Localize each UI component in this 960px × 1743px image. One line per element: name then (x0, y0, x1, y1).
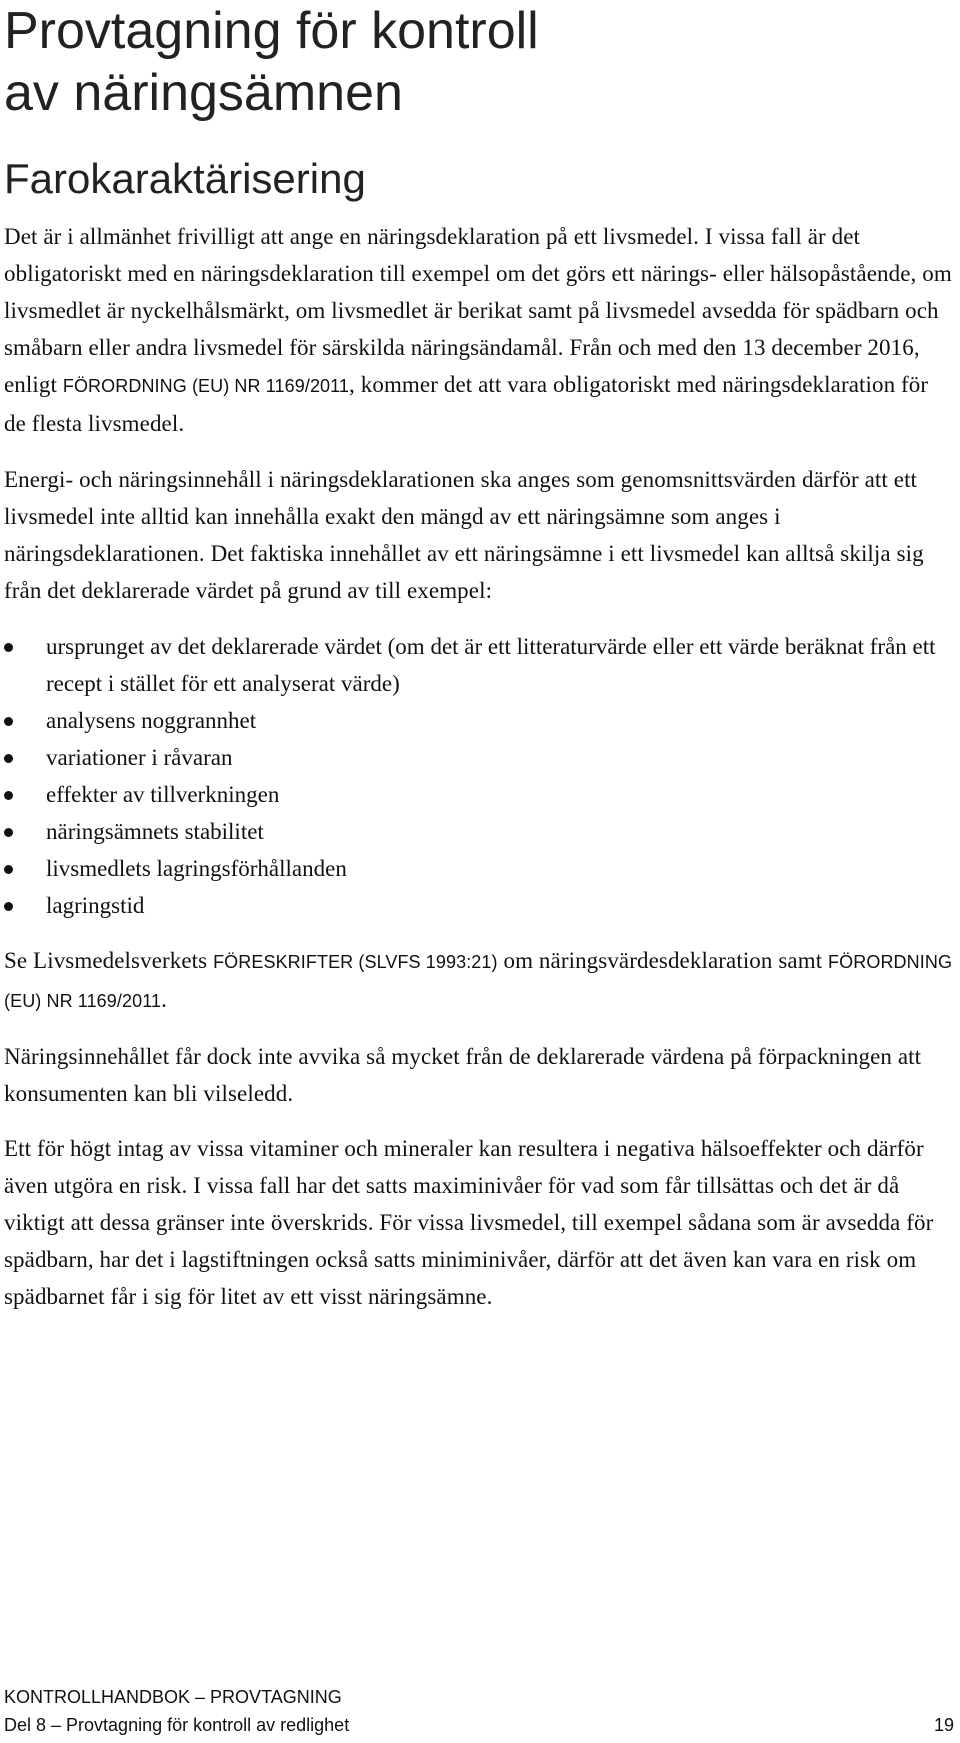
list-item-text: analysens noggrannhet (46, 708, 257, 733)
bullet-icon (4, 828, 13, 837)
bullet-icon (4, 865, 13, 874)
page-footer (4, 1683, 954, 1739)
paragraph-text: om näringsvärdesdeklaration samt (497, 948, 829, 973)
list-item (4, 813, 954, 850)
regulation-reference: FÖRORDNING (EU) NR 1169/2011 (4, 952, 953, 1011)
section-heading: Farokaraktärisering (4, 155, 366, 202)
regulation-reference: FÖRESKRIFTER (SLVFS 1993:21) (213, 952, 498, 972)
list-item-text: effekter av tillverkningen (46, 782, 280, 807)
footer-section-line (4, 1711, 954, 1739)
list-item (4, 628, 954, 702)
list-item-text: näringsämnets stabilitet (46, 819, 264, 844)
bullet-icon (4, 717, 13, 726)
bullet-icon (4, 902, 13, 911)
list-item-text: variationer i råvaran (46, 745, 233, 770)
footer-section-title: Del 8 – Provtagning för kontroll av redlighet (4, 1715, 350, 1735)
list-item (4, 739, 954, 776)
paragraph-text: . (161, 987, 167, 1012)
list-item-text: ursprunget av det deklarerade värdet (om det är ett litteraturvärde eller ett värde beräknat från ett recept i stället för ett analyserat värde) (46, 634, 936, 696)
paragraph-text: Det är i allmänhet frivilligt att ange en näringsdeklaration på ett livsmedel. I vissa fall är det obligatoriskt med en näringsdeklaration till exempel om det görs ett närings- eller hälsopåstående, om livsmedlet är nyckelhålsmärkt, om livsmedlet är berikat samt på livsmedel avsedda för spädbarn och småbarn eller andra livsmedel för särskilda näringsändamål. Från och med den 13 december 2016, enligt (4, 224, 952, 397)
list-item (4, 776, 954, 813)
list-item (4, 887, 954, 924)
paragraph-misleading: Näringsinnehållet får dock inte avvika så mycket från de deklarerade värdena på förpackningen att konsumenten kan bli vilseledd. (4, 1044, 922, 1106)
list-item (4, 850, 954, 887)
footer-handbook-title: KONTROLLHANDBOK – PROVTAGNING (4, 1687, 342, 1707)
page-title-line1: Provtagning för kontroll (4, 2, 539, 60)
list-item-text: livsmedlets lagringsförhållanden (46, 856, 347, 881)
paragraph-vitamin-risk: Ett för högt intag av vissa vitaminer och mineraler kan resultera i negativa hälsoeffekter och därför även utgöra en risk. I vissa fall har det satts maximinivåer för vad som får tillsättas och det är då viktigt att dessa gränser inte överskrids. För vissa livsmedel, till exempel sådana som är avsedda för spädbarn, har det i lagstiftningen också satts miniminivåer, därför att det även kan vara en risk om spädbarnet får i sig för litet av ett visst näringsämne. (4, 1136, 934, 1309)
bullet-icon (4, 754, 13, 763)
bullet-icon (4, 791, 13, 800)
page-title (4, 0, 954, 124)
document-page (4, 0, 954, 1315)
factor-list (4, 628, 954, 924)
bullet-icon (4, 643, 13, 652)
page-title-line2: av näringsämnen (4, 64, 403, 122)
list-item (4, 702, 954, 739)
paragraph-average-values: Energi- och näringsinnehåll i näringsdeklarationen ska anges som genomsnittsvärden därför att ett livsmedel inte alltid kan innehålla exakt den mängd av ett näringsämne som anges i näringsdeklarationen. Det faktiska innehållet av ett näringsämne i ett livsmedel kan alltså skilja sig från det deklarerade värdet på grund av till exempel: (4, 467, 924, 603)
paragraph-see-regulations (4, 942, 954, 1020)
page-number: 19 (933, 1715, 954, 1735)
paragraph-text: , kommer det att vara obligatoriskt med näringsdeklaration för de flesta livsmedel. (4, 372, 929, 436)
list-item-text: lagringstid (46, 893, 145, 918)
regulation-reference: FÖRORDNING (EU) NR 1169/2011 (62, 376, 350, 396)
paragraph-text: Se Livsmedelsverkets (4, 948, 214, 973)
paragraph-nutrition-declaration (4, 218, 954, 442)
